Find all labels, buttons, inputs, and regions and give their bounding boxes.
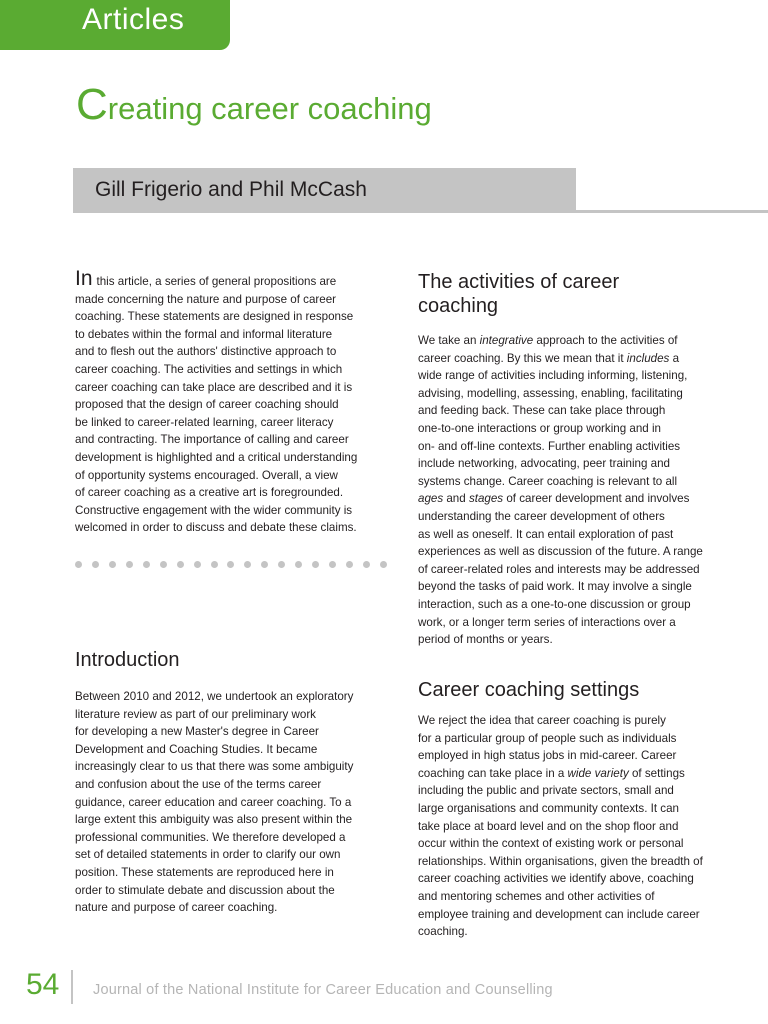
divider-dot: [177, 561, 184, 568]
activities-line: of career-related roles and interests may be addressed: [418, 562, 700, 576]
section-tab: [0, 0, 230, 50]
divider-dot: [143, 561, 150, 568]
divider-dot: [346, 561, 353, 568]
abstract-line: career coaching can take place are described and it is: [75, 380, 353, 394]
divider-dot: [160, 561, 167, 568]
settings-line: employee training and development can include career: [418, 907, 700, 921]
introduction-line: increasingly clear to us that there was some ambiguity: [75, 760, 354, 774]
introduction-line: Development and Coaching Studies. It became: [75, 742, 318, 756]
authors-bar: [73, 168, 576, 213]
activities-line: experiences as well as discussion of the future. A range: [418, 545, 703, 559]
activities-section: [418, 270, 730, 318]
settings-section: [418, 678, 730, 702]
divider-dot: [126, 561, 133, 568]
abstract-line: of opportunity systems encouraged. Overall, a view: [75, 468, 338, 482]
abstract-line: Constructive engagement with the wider community is: [75, 503, 353, 517]
activities-line: work, or a longer term series of interactions over a: [418, 615, 676, 629]
section-tab-label: Articles: [82, 3, 185, 36]
introduction-heading: Introduction: [75, 649, 180, 671]
introduction-line: literature review as part of our preliminary work: [75, 707, 316, 721]
journal-name: Journal of the National Institute for Career Education and Counselling: [93, 982, 553, 998]
abstract-dropcap: In: [75, 267, 93, 290]
introduction-line: nature and purpose of career coaching.: [75, 901, 278, 915]
divider-dot: [312, 561, 319, 568]
settings-line: career coaching activities we identify above, coaching: [418, 872, 694, 886]
introduction-line: set of detailed statements in order to clarify our own: [75, 848, 341, 862]
authors: Gill Frigerio and Phil McCash: [95, 178, 367, 201]
activities-line: and feeding back. These can take place through: [418, 404, 666, 418]
divider-dot: [92, 561, 99, 568]
divider-dot: [261, 561, 268, 568]
divider-dot: [109, 561, 116, 568]
introduction-line: for developing a new Master's degree in Career: [75, 725, 319, 739]
divider-dot: [244, 561, 251, 568]
activities-line: period of months or years.: [418, 633, 553, 647]
settings-line: take place at board level and on the shop floor and: [418, 819, 679, 833]
divider-dot: [329, 561, 336, 568]
activities-line: on- and off-line contexts. Further enabling activities: [418, 439, 681, 453]
authors-rule: [576, 210, 768, 213]
activities-line: ages and stages of career development and involves: [418, 492, 690, 506]
abstract: [75, 267, 387, 537]
abstract-line: proposed that the design of career coaching should: [75, 398, 339, 412]
introduction-section: [75, 648, 387, 672]
settings-line: relationships. Within organisations, given the breadth of: [418, 854, 703, 868]
activities-line: beyond the tasks of paid work. It may involve a single: [418, 580, 692, 594]
divider-dot: [278, 561, 285, 568]
divider-dot: [194, 561, 201, 568]
activities-line: wide range of activities including informing, listening,: [418, 369, 688, 383]
divider-dot: [295, 561, 302, 568]
abstract-line: to debates within the formal and informal literature: [75, 327, 333, 341]
settings-line: coaching can take place in a wide variety of settings: [418, 766, 685, 780]
abstract-line: and contracting. The importance of calling and career: [75, 433, 349, 447]
settings-body: [418, 712, 730, 941]
divider-dot: [75, 561, 82, 568]
divider-dot: [211, 561, 218, 568]
divider-dot: [363, 561, 370, 568]
introduction-body: [75, 688, 387, 917]
dotted-divider: [75, 559, 387, 569]
activities-line: one-to-one interactions or group working and in: [418, 421, 661, 435]
abstract-line: career coaching. The activities and settings in which: [75, 362, 343, 376]
settings-line: large organisations and community contexts. It can: [418, 801, 679, 815]
settings-heading: Career coaching settings: [418, 679, 640, 701]
abstract-line: be linked to career-related learning, career literacy: [75, 415, 334, 429]
activities-heading-line: coaching: [418, 295, 499, 317]
article-title: [76, 80, 432, 130]
footer-separator: [71, 970, 73, 1004]
settings-line: occur within the context of existing work or personal: [418, 837, 684, 851]
divider-dot: [380, 561, 387, 568]
page-number: 54: [26, 968, 60, 1001]
settings-line: including the public and private sectors, small and: [418, 784, 674, 798]
introduction-line: professional communities. We therefore developed a: [75, 830, 346, 844]
abstract-line: development is highlighted and a critical understanding: [75, 450, 358, 464]
introduction-line: and confusion about the use of the terms career: [75, 777, 322, 791]
activities-line: understanding the career development of others: [418, 509, 665, 523]
title-initial: C: [76, 80, 108, 129]
activities-heading-line: The activities of career: [418, 271, 620, 293]
introduction-line: guidance, career education and career coaching. To a: [75, 795, 352, 809]
activities-line: interaction, such as a one-to-one discussion or group: [418, 597, 691, 611]
abstract-line: of career coaching as a creative art is foregrounded.: [75, 486, 344, 500]
activities-heading: [418, 270, 730, 318]
introduction-line: Between 2010 and 2012, we undertook an exploratory: [75, 690, 354, 703]
activities-line: We take an integrative approach to the activities of: [418, 334, 678, 347]
abstract-line: and to flesh out the authors' distinctive approach to: [75, 345, 337, 359]
settings-line: and mentoring schemes and other activities of: [418, 889, 655, 903]
settings-line: for a particular group of people such as individuals: [418, 731, 677, 745]
activities-body: [418, 332, 730, 649]
activities-line: systems change. Career coaching is relevant to all: [418, 474, 678, 488]
activities-line: as well as oneself. It can entail exploration of past: [418, 527, 674, 541]
title-rest: reating career coaching: [107, 91, 432, 126]
settings-line: employed in high status jobs in mid-career. Career: [418, 749, 677, 763]
settings-line: coaching.: [418, 925, 468, 939]
abstract-line: made concerning the nature and purpose of career: [75, 292, 337, 306]
introduction-line: order to stimulate debate and discussion about the: [75, 883, 335, 897]
activities-line: advising, modelling, assessing, enabling, facilitating: [418, 386, 683, 400]
abstract-line: welcomed in order to discuss and debate these claims.: [75, 521, 357, 535]
introduction-line: large extent this ambiguity was also present within the: [75, 813, 353, 827]
introduction-line: position. These statements are reproduced here in: [75, 865, 334, 879]
activities-line: career coaching. By this we mean that it includes a: [418, 351, 680, 365]
activities-line: include networking, advocating, peer training and: [418, 457, 671, 471]
abstract-line: In this article, a series of general propositions are: [75, 267, 337, 290]
abstract-line: coaching. These statements are designed in response: [75, 310, 354, 324]
divider-dot: [227, 561, 234, 568]
settings-line: We reject the idea that career coaching is purely: [418, 714, 666, 727]
